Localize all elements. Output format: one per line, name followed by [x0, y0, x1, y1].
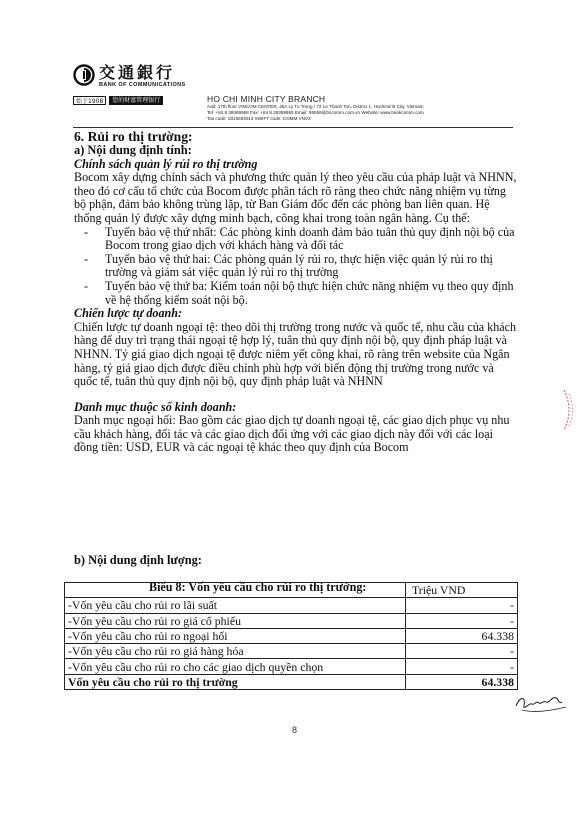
list-item-text: Tuyến bảo vệ thứ hai: Các phòng quản lý rủi ro, thực hiện việc quản lý rủi ro thị trường và giám sát việc quản lý rủi ro thị trường	[105, 251, 493, 280]
list-item: - Tuyến bảo vệ thứ hai: Các phòng quản lý rủi ro, thực hiện việc quản lý rủi ro thị trường và giám sát việc quản lý rủi ro thị trường	[84, 251, 493, 280]
bank-logo	[73, 64, 186, 89]
strategy-title: Chiến lược tự doanh:	[74, 306, 183, 321]
market-risk-capital-table	[64, 582, 518, 690]
table-row	[65, 598, 518, 613]
branch-address: Add: 17th floor VINCOM CENTER, 45A Ly Tu Trong / 72 Le Thanh Ton, District 1, Hochiminh City, Vietnam	[207, 104, 424, 109]
bank-tagline	[73, 96, 163, 105]
bank-name-en: BANK OF COMMUNICATIONS	[99, 82, 186, 88]
row-label: -Vốn yêu cầu cho rủi ro giá cổ phiếu	[65, 613, 406, 628]
subsection-b-heading: b) Nội dung định lượng:	[74, 553, 202, 568]
total-label: Vốn yêu cầu cho rủi ro thị trường	[65, 674, 406, 689]
defense-lines-list	[74, 226, 520, 308]
list-item: - Tuyến bảo vệ thứ nhất: Các phòng kinh doanh đảm bảo tuân thủ quy định nội bộ của Bocom trong giao dịch với khách hàng và đối tác	[84, 224, 515, 253]
table-title: Biểu 8: Vốn yêu cầu cho rủi ro thị trường:	[149, 580, 367, 595]
table-row	[65, 659, 518, 674]
list-item: - Tuyến bảo vệ thứ ba: Kiểm toán nội bộ thực hiện chức năng nhiệm vụ theo quy định về hệ thống kiểm soát nội bộ.	[84, 278, 514, 307]
row-value: 64.338	[406, 628, 518, 643]
founded-label: 始于1908	[73, 96, 106, 105]
section-content	[74, 129, 520, 455]
row-value: -	[406, 659, 518, 674]
row-label: -Vốn yêu cầu cho rủi ro lãi suất	[65, 598, 406, 613]
policy-paragraph: Bocom xây dựng chính sách và phương thức quản lý theo yêu cầu của pháp luật và NHNN, theo đó cơ cấu tổ chức của Bocom được phân tách rõ ràng theo chức năng nhiệm vụ từng bộ phận, đảm bảo không trùng lặp, từ Ban Giám đốc đến các phòng ban liên quan. Hệ thống quản lý được xây dựng minh bạch, công khai trong toàn ngân hàng. Cụ thể:	[74, 170, 517, 225]
bank-name-cn: 交通銀行	[99, 63, 176, 82]
page-number: 8	[292, 725, 298, 735]
row-label: -Vốn yêu cầu cho rủi ro ngoại hối	[65, 628, 406, 643]
branch-contact: Tel: +84 8 39369988 Fax: +84 8 39369955 Email: 95559@bocomm.com.vn Website: www.bankcomm.com	[207, 110, 424, 116]
table-row	[65, 628, 518, 643]
subsection-a-heading: a) Nội dung định tính:	[74, 143, 192, 157]
strategy-paragraph: Chiến lược tự doanh ngoại tệ: theo dõi thị trường trong nước và quốc tế, nhu cầu của khách hàng để duy trì trạng thái ngoại tệ hợp lý, tuân thủ quy định nội bộ, quy định pháp luật và NHNN. Tỷ giá giao dịch ngoại tệ được niêm yết công khai, rõ ràng trên website của Ngân hàng, tỷ giá giao dịch được điều chỉnh phù hợp với biến động thị trường trong nước và quốc tế, tuân thủ quy định nội bộ, quy định pháp luật và NHNN	[74, 319, 517, 389]
row-value: -	[406, 613, 518, 628]
branch-name: HO CHI MINH CITY BRANCH	[207, 94, 326, 104]
slogan-label: 您的财富管理银行	[109, 96, 163, 105]
row-value: -	[406, 598, 518, 613]
bocom-logo-icon	[73, 64, 95, 86]
row-label: -Vốn yêu cầu cho rủi ro giá hàng hóa	[65, 644, 406, 659]
portfolio-paragraph: Danh mục ngoại hối: Bao gồm các giao dịch tự doanh ngoại tệ, các giao dịch phục vụ nhu cầu khách hàng, đối tác và các giao dịch đối ứng với các giao dịch này đối với các loại đồng tiền: USD, EUR và các ngoại tệ khác theo quy định của Bocom	[74, 413, 510, 455]
list-item-text: Tuyến bảo vệ thứ ba: Kiểm toán nội bộ thực hiện chức năng nhiệm vụ theo quy định về hệ thống kiểm soát nội bộ.	[105, 278, 514, 307]
table-header-row	[65, 583, 518, 598]
row-label: -Vốn yêu cầu cho rủi ro cho các giao dịch quyền chọn	[65, 659, 406, 674]
row-value: -	[406, 644, 518, 659]
unit-header: Triệu VND	[406, 583, 518, 598]
red-stamp-arc	[560, 388, 578, 432]
total-value: 64.338	[406, 674, 518, 689]
list-item-text: Tuyến bảo vệ thứ nhất: Các phòng kinh doanh đảm bảo tuân thủ quy định nội bộ của Bocom trong giao dịch với khách hàng và đối tác	[105, 224, 515, 253]
branch-codes: Tax code: 0310504014 SWIFT code: COMM VNVX	[207, 116, 312, 122]
portfolio-title: Danh mục thuộc sổ kinh doanh:	[74, 399, 237, 414]
table-row	[65, 644, 518, 659]
handwritten-signature	[512, 690, 568, 716]
branch-info	[207, 94, 424, 123]
table-row	[65, 613, 518, 628]
table-total-row	[65, 674, 518, 689]
policy-title: Chính sách quản lý rủi ro thị trường	[74, 156, 258, 171]
section-heading: 6. Rủi ro thị trường:	[74, 129, 193, 144]
letterhead-divider	[73, 127, 513, 128]
